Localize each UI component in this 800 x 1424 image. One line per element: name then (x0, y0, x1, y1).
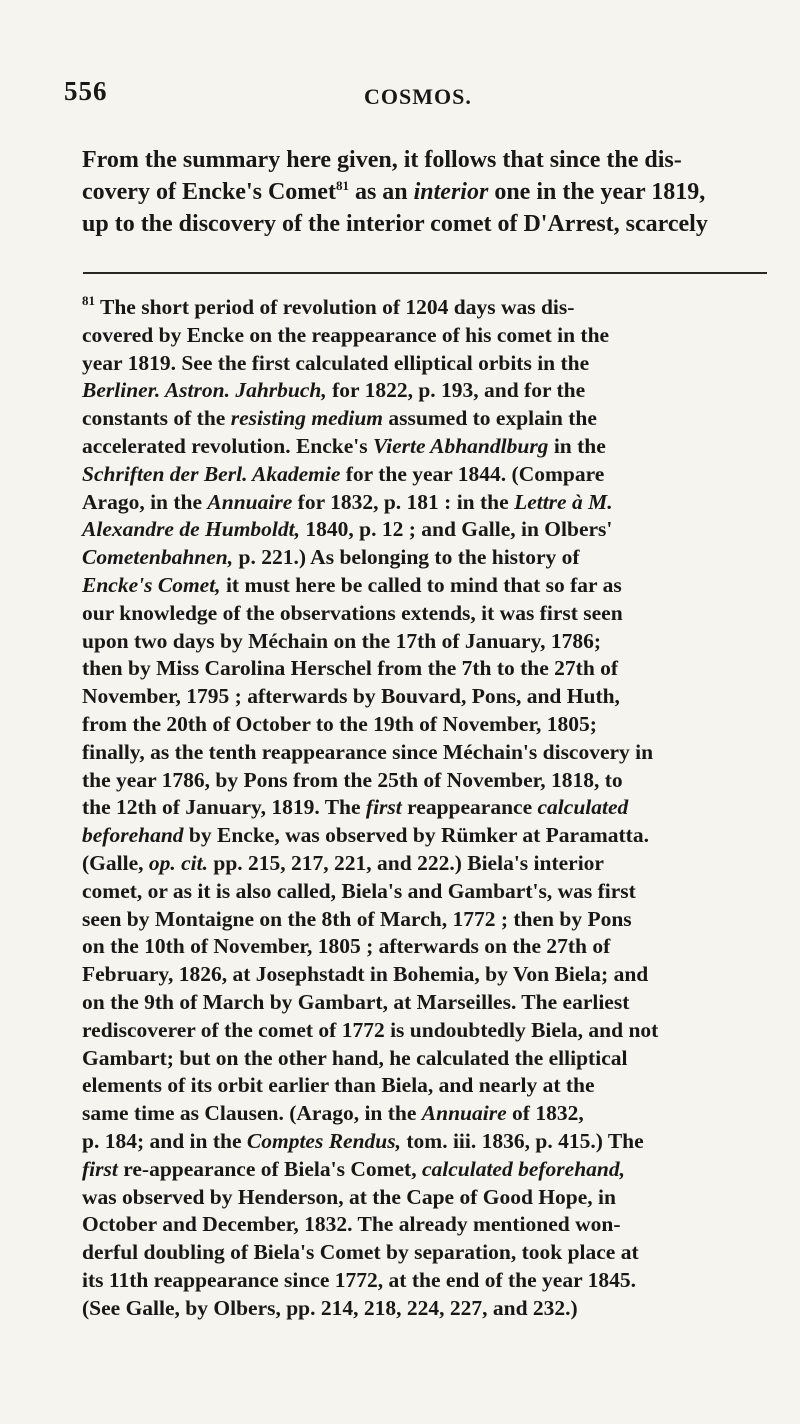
footnote-line: on the 9th of March by Gambart, at Marseilles. The earliest (82, 989, 630, 1014)
footnote-line: elements of its orbit earlier than Biela, and nearly at the (82, 1073, 595, 1098)
footnote-line: first re-appearance of Biela's Comet, calculated beforehand, (82, 1156, 626, 1181)
footnote-line: February, 1826, at Josephstadt in Bohemia, by Von Biela; and (82, 962, 649, 987)
footnote-line: derful doubling of Biela's Comet by separation, took place at (82, 1240, 639, 1265)
footnote-reference: 81 (335, 178, 349, 193)
footnote-line: the 12th of January, 1819. The first reappearance calculated (82, 795, 629, 820)
footnote-divider (83, 272, 767, 274)
page-number: 556 (64, 76, 108, 106)
footnote-line: Encke's Comet, it must here be called to mind that so far as (82, 572, 622, 597)
footnote-line: Arago, in the Annuaire for 1832, p. 181 : in the Lettre à M. (82, 489, 613, 514)
footnote-line: seen by Montaigne on the 8th of March, 1772 ; then by Pons (82, 906, 632, 931)
footnote-line: its 11th reappearance since 1772, at the end of the year 1845. (82, 1267, 636, 1292)
footnote-line: Schriften der Berl. Akademie for the year 1844. (Compare (82, 461, 605, 486)
footnote-line: (See Galle, by Olbers, pp. 214, 218, 224, 227, and 232.) (82, 1295, 578, 1320)
footnote-line: the year 1786, by Pons from the 25th of November, 1818, to (82, 767, 623, 792)
footnote-line: $^{81}$ The short period of revolution of 1204 days was dis- (82, 293, 575, 319)
footnote-line: p. 184; and in the Comptes Rendus, tom. iii. 1836, p. 415.) The (82, 1128, 644, 1153)
footnote-line: accelerated revolution. Encke's Vierte Abhandlburg in the (82, 433, 606, 458)
footnote-line: Alexandre de Humboldt, 1840, p. 12 ; and Galle, in Olbers' (82, 517, 613, 542)
footnote-line: constants of the resisting medium assumed to explain the (82, 406, 597, 431)
footnote-line: Berliner. Astron. Jahrbuch, for 1822, p. 193, and for the (82, 378, 586, 403)
body-paragraph (82, 144, 768, 240)
footnote-line: (Galle, op. cit. pp. 215, 217, 221, and 222.) Biela's interior (82, 850, 604, 875)
footnote-line: finally, as the tenth reappearance since Méchain's discovery in (82, 739, 654, 764)
footnote-line: was observed by Henderson, at the Cape of Good Hope, in (82, 1184, 616, 1209)
footnote (82, 294, 768, 1322)
footnote-line: covered by Encke on the reappearance of his comet in the (82, 322, 610, 347)
footnote-line: year 1819. See the first calculated elliptical orbits in the (82, 350, 590, 375)
body-line: up to the discovery of the interior comet of D'Arrest, scarcely (82, 211, 708, 237)
body-line: From the summary here given, it follows that since the dis- (82, 147, 682, 173)
footnote-line: on the 10th of November, 1805 ; afterwards on the 27th of (82, 934, 611, 959)
footnote-line: our knowledge of the observations extends, it was first seen (82, 600, 623, 625)
footnote-line: from the 20th of October to the 19th of November, 1805; (82, 711, 597, 736)
footnote-line: upon two days by Méchain on the 17th of January, 1786; (82, 628, 602, 653)
body-line: covery of Encke's Comet$^{81}$ as an interior one in the year 1819, (82, 178, 706, 205)
footnote-line: same time as Clausen. (Arago, in the Annuaire of 1832, (82, 1101, 584, 1126)
footnote-line: November, 1795 ; afterwards by Bouvard, Pons, and Huth, (82, 684, 620, 709)
running-head: COSMOS. (364, 84, 472, 109)
footnote-line: October and December, 1832. The already mentioned won- (82, 1212, 621, 1237)
footnote-line: Cometenbahnen, p. 221.) As belonging to the history of (82, 545, 580, 570)
footnote-line: then by Miss Carolina Herschel from the 7th to the 27th of (82, 656, 619, 681)
footnote-line: beforehand by Encke, was observed by Rümker at Paramatta. (82, 823, 649, 848)
footnote-line: rediscoverer of the comet of 1772 is undoubtedly Biela, and not (82, 1017, 659, 1042)
footnote-marker: 81 (82, 293, 95, 308)
footnote-line: Gambart; but on the other hand, he calculated the elliptical (82, 1045, 628, 1070)
footnote-line: comet, or as it is also called, Biela's and Gambart's, was first (82, 878, 636, 903)
